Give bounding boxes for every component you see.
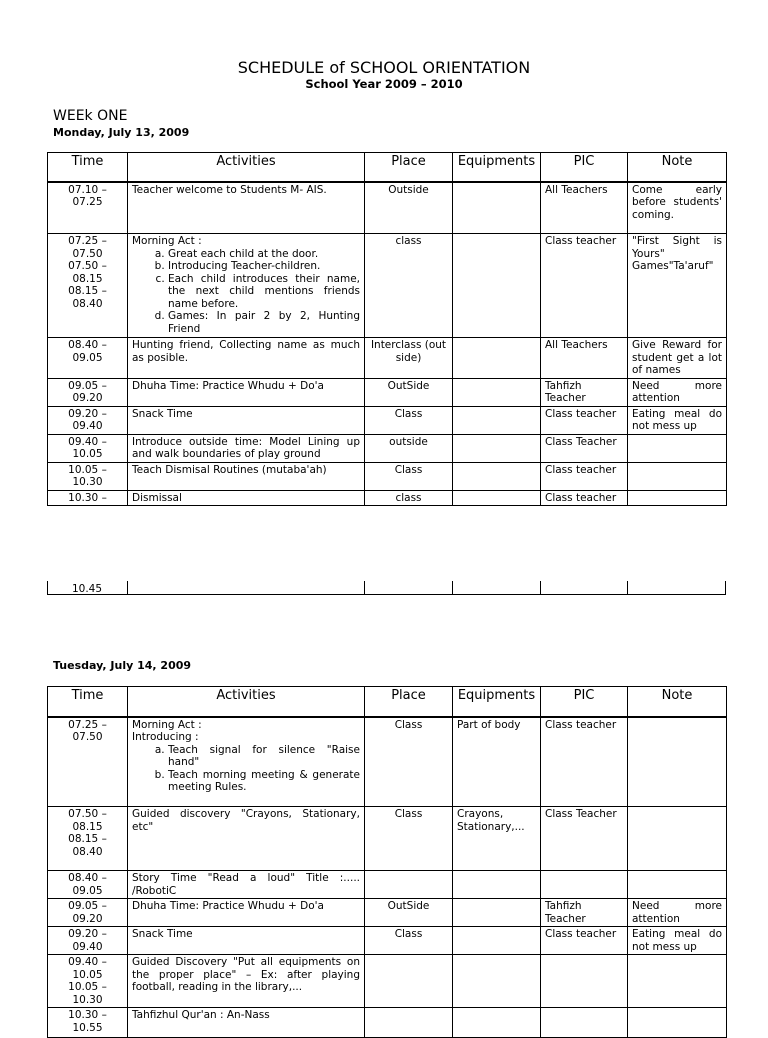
time-cell: 08.40 – 09.05 — [48, 338, 128, 379]
week-heading: WEEk ONE — [53, 108, 128, 124]
table-row — [48, 378, 727, 406]
time-cell: 10.30 – — [48, 490, 128, 506]
document-subtitle: School Year 2009 – 2010 — [305, 77, 463, 91]
note-cell: Eating meal do not mess up — [628, 406, 727, 434]
time-cell: 07.10 – 07.25 — [48, 182, 128, 234]
pic-cell: Tahfizh Teacher — [541, 378, 628, 406]
table-row — [48, 927, 727, 955]
activity-list-item: d. Games: In pair 2 by 2, Hunting Friend — [168, 310, 360, 335]
activity-list-item: a. Teach signal for silence "Raise hand" — [168, 744, 360, 769]
continuation-time: 10.45 — [71, 583, 103, 595]
pic-cell — [541, 871, 628, 899]
activity-cell: Dhuha Time: Practice Whudu + Do'a — [128, 899, 365, 927]
pic-cell: Class teacher — [541, 462, 628, 490]
pic-cell: Class teacher — [541, 717, 628, 807]
table-row — [48, 871, 727, 899]
note-cell — [628, 807, 727, 871]
pic-cell: Class teacher — [541, 927, 628, 955]
column-header-activities: Activities — [128, 687, 365, 717]
table-row — [48, 955, 727, 1008]
place-cell: Class — [365, 462, 453, 490]
time-cell: 09.05 – 09.20 — [48, 899, 128, 927]
table-row — [48, 717, 727, 807]
time-cell: 07.25 – 07.50 — [48, 717, 128, 807]
equipment-cell — [453, 955, 541, 1008]
activity-cell: Morning Act : a. Great each child at the door. b. Introducing Teacher-children. c. Each child introduces their name, the next child mentions friends name before. d. Games: In pair 2 by 2, Hunting Friend — [128, 234, 365, 338]
table-row — [48, 434, 727, 462]
activity-cell: Snack Time — [128, 927, 365, 955]
time-cell: 07.50 – 08.15 08.15 – 08.40 — [48, 807, 128, 871]
activity-cell: Teach Dismisal Routines (mutaba'ah) — [128, 462, 365, 490]
column-header-place: Place — [365, 153, 453, 182]
schedule-table-tuesday — [47, 686, 727, 1038]
column-header-activities: Activities — [128, 153, 365, 182]
header-row — [48, 153, 727, 182]
place-cell: outside — [365, 434, 453, 462]
column-header-note: Note — [628, 687, 727, 717]
note-cell: Give Reward for student get a lot of names — [628, 338, 727, 379]
note-cell — [628, 490, 727, 506]
activity-list — [132, 744, 360, 794]
equipment-cell — [453, 182, 541, 234]
note-cell: Need more attention — [628, 899, 727, 927]
pic-cell: Class Teacher — [541, 807, 628, 871]
table-row — [48, 807, 727, 871]
activity-cell: Guided Discovery "Put all equipments on the proper place" – Ex: after playing football, reading in the library,... — [128, 955, 365, 1008]
pic-cell: Tahfizh Teacher — [541, 899, 628, 927]
pic-cell: Class teacher — [541, 234, 628, 338]
activity-cell: Tahfizhul Qur'an : An-Nass — [128, 1008, 365, 1038]
pic-cell: All Teachers — [541, 182, 628, 234]
pic-cell: Class Teacher — [541, 434, 628, 462]
time-cell: 10.30 – 10.55 — [48, 1008, 128, 1038]
day2-heading: Tuesday, July 14, 2009 — [53, 659, 192, 672]
note-cell: Eating meal do not mess up — [628, 927, 727, 955]
note-cell: "First Sight is Yours" Games"Ta'aruf" — [628, 234, 727, 338]
note-cell — [628, 434, 727, 462]
place-cell: Class — [365, 717, 453, 807]
place-cell — [365, 871, 453, 899]
column-header-time: Time — [48, 153, 128, 182]
place-cell: class — [365, 234, 453, 338]
pic-cell: Class teacher — [541, 406, 628, 434]
place-cell — [365, 1008, 453, 1038]
table-row — [48, 899, 727, 927]
note-cell — [628, 1008, 727, 1038]
equipment-cell — [453, 338, 541, 379]
activity-list-item: c. Each child introduces their name, the next child mentions friends name before. — [168, 273, 360, 311]
place-cell: Outside — [365, 182, 453, 234]
place-cell: Class — [365, 807, 453, 871]
header-row — [48, 687, 727, 717]
note-cell: Come early before students' coming. — [628, 182, 727, 234]
table-continuation-row — [47, 581, 726, 595]
table-row — [48, 234, 727, 338]
activity-cell: Snack Time — [128, 406, 365, 434]
column-header-note: Note — [628, 153, 727, 182]
table-row — [48, 182, 727, 234]
equipment-cell — [453, 927, 541, 955]
time-cell: 10.05 – 10.30 — [48, 462, 128, 490]
schedule-table-monday — [47, 152, 727, 506]
place-cell: OutSide — [365, 899, 453, 927]
pic-cell — [541, 1008, 628, 1038]
equipment-cell — [453, 234, 541, 338]
equipment-cell: Crayons, Stationary,... — [453, 807, 541, 871]
equipment-cell — [453, 1008, 541, 1038]
column-header-equipments: Equipments — [453, 687, 541, 717]
activity-cell: Story Time "Read a loud" Title :..... /RobotiC — [128, 871, 365, 899]
equipment-cell — [453, 899, 541, 927]
column-header-time: Time — [48, 687, 128, 717]
table-row — [48, 1008, 727, 1038]
column-header-pic: PIC — [541, 687, 628, 717]
time-cell: 09.05 – 09.20 — [48, 378, 128, 406]
equipment-cell — [453, 434, 541, 462]
time-cell: 09.20 – 09.40 — [48, 406, 128, 434]
activity-list-item: a. Great each child at the door. — [168, 248, 360, 261]
column-header-place: Place — [365, 687, 453, 717]
place-cell — [365, 955, 453, 1008]
time-cell: 09.20 – 09.40 — [48, 927, 128, 955]
time-cell: 09.40 – 10.05 — [48, 434, 128, 462]
note-cell: Need more attention — [628, 378, 727, 406]
activity-cell: Introduce outside time: Model Lining up and walk boundaries of play ground — [128, 434, 365, 462]
equipment-cell — [453, 871, 541, 899]
activity-list — [132, 248, 360, 336]
place-cell: Interclass (out side) — [365, 338, 453, 379]
column-header-pic: PIC — [541, 153, 628, 182]
pic-cell: All Teachers — [541, 338, 628, 379]
place-cell: class — [365, 490, 453, 506]
activity-cell: Dhuha Time: Practice Whudu + Do'a — [128, 378, 365, 406]
activity-cell: Dismissal — [128, 490, 365, 506]
pic-cell — [541, 955, 628, 1008]
activity-cell: Guided discovery "Crayons, Stationary, etc" — [128, 807, 365, 871]
equipment-cell — [453, 378, 541, 406]
table-row — [48, 338, 727, 379]
activity-cell: Hunting friend, Collecting name as much as posible. — [128, 338, 365, 379]
table-row — [48, 490, 727, 506]
table-row — [48, 406, 727, 434]
time-cell: 09.40 – 10.05 10.05 – 10.30 — [48, 955, 128, 1008]
equipment-cell — [453, 490, 541, 506]
note-cell — [628, 871, 727, 899]
note-cell — [628, 717, 727, 807]
time-cell: 07.25 – 07.50 07.50 – 08.15 08.15 – 08.40 — [48, 234, 128, 338]
activity-cell: Teacher welcome to Students M- AIS. — [128, 182, 365, 234]
pic-cell: Class teacher — [541, 490, 628, 506]
place-cell: Class — [365, 927, 453, 955]
activity-cell: Morning Act : Introducing : a. Teach signal for silence "Raise hand" b. Teach morning meeting & generate meeting Rules. — [128, 717, 365, 807]
equipment-cell — [453, 462, 541, 490]
equipment-cell: Part of body — [453, 717, 541, 807]
document-title: SCHEDULE of SCHOOL ORIENTATION — [237, 58, 531, 77]
note-cell — [628, 955, 727, 1008]
day1-heading: Monday, July 13, 2009 — [53, 126, 190, 139]
time-cell: 08.40 – 09.05 — [48, 871, 128, 899]
place-cell: Class — [365, 406, 453, 434]
place-cell: OutSide — [365, 378, 453, 406]
table-row — [48, 462, 727, 490]
activity-list-item: b. Introducing Teacher-children. — [168, 260, 360, 273]
note-cell — [628, 462, 727, 490]
column-header-equipments: Equipments — [453, 153, 541, 182]
equipment-cell — [453, 406, 541, 434]
activity-list-item: b. Teach morning meeting & generate meeting Rules. — [168, 769, 360, 794]
